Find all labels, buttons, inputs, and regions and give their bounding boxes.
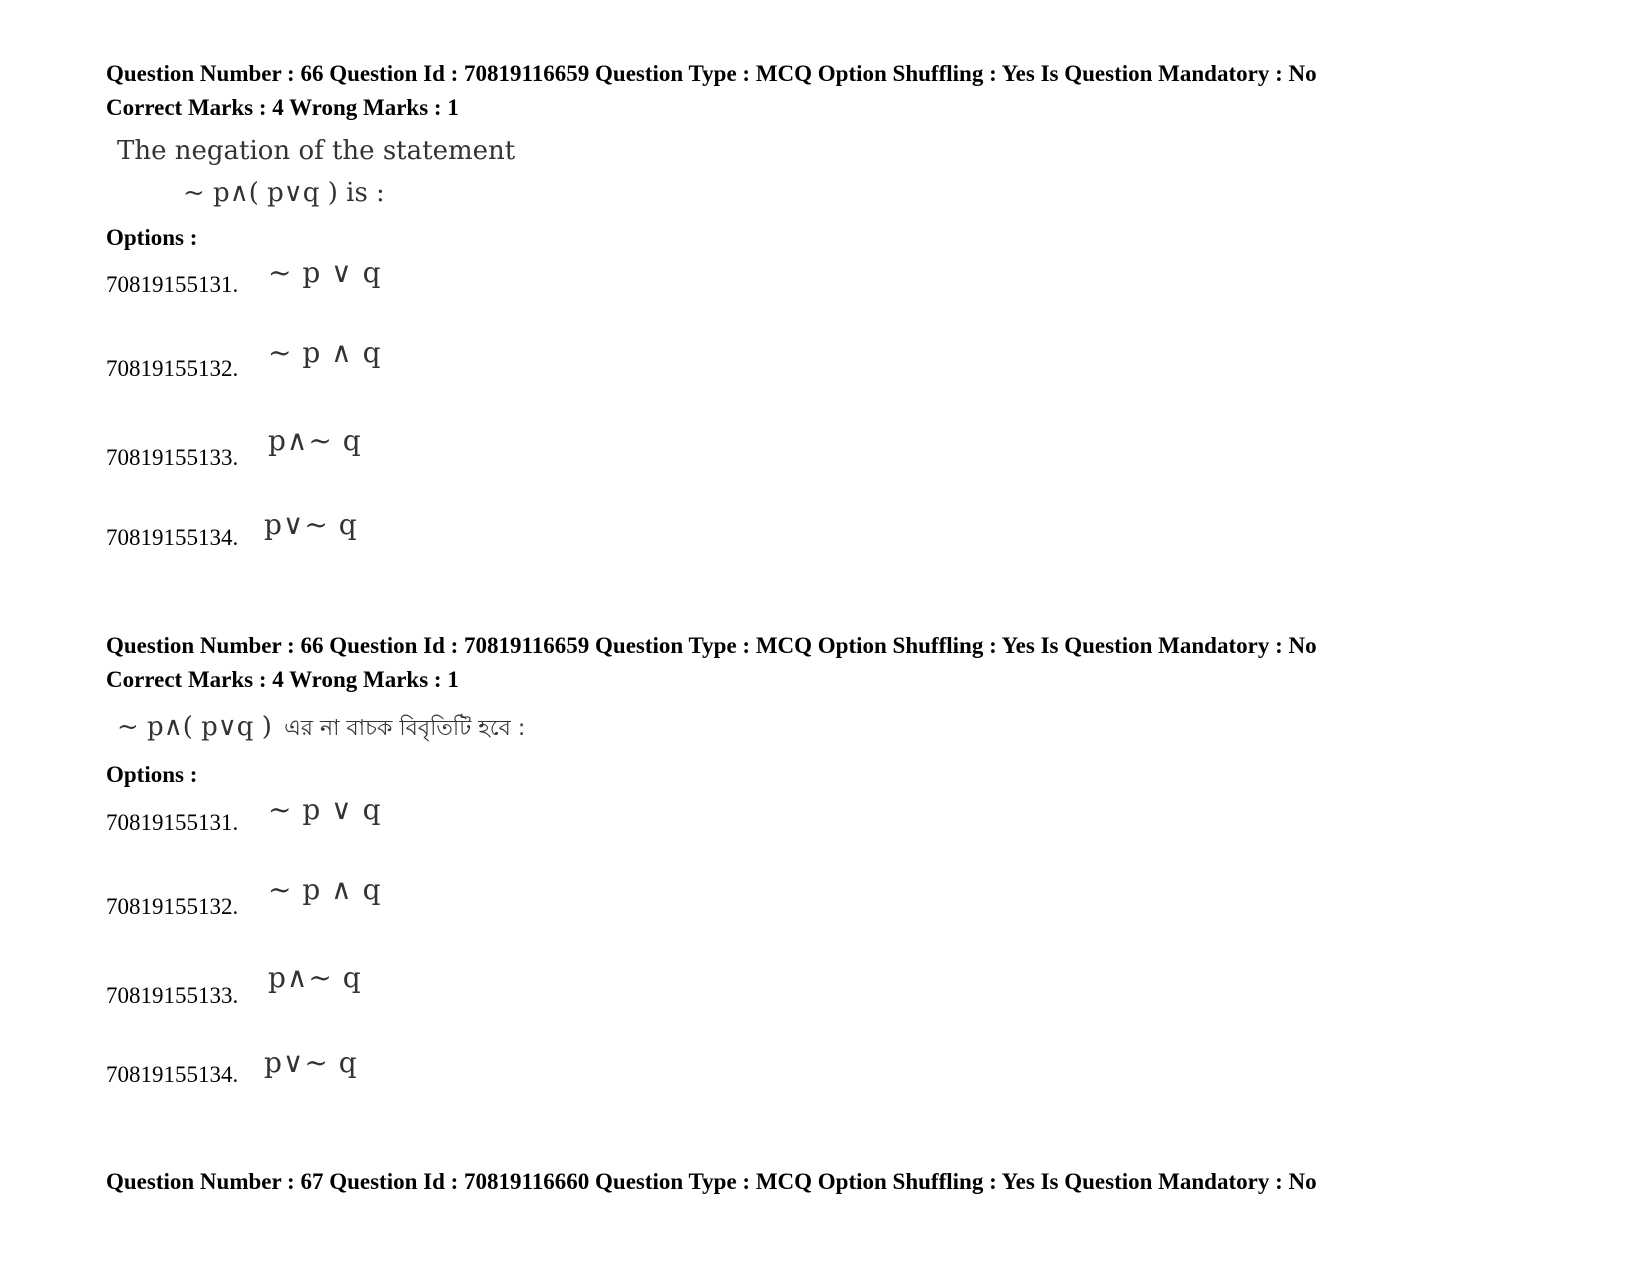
option-expression: p∧~ q: [268, 961, 362, 994]
option-number: 70819155133.: [106, 445, 239, 470]
option-expression: ~ p ∨ q: [268, 256, 382, 289]
question-stem-line1: The negation of the statement: [117, 136, 516, 166]
option-number: 70819155134.: [106, 525, 239, 550]
option-expression: p∧~ q: [268, 424, 362, 457]
question-stem-expression: ~ p∧( p∨q ): [117, 712, 272, 742]
question-header: Question Number : 66 Question Id : 70819116659 Question Type : MCQ Option Shuffling : Yes Is Question Mandatory : No: [106, 633, 1317, 658]
option-expression: ~ p ∧ q: [268, 873, 382, 906]
option-number: 70819155132.: [106, 356, 239, 381]
options-label: Options :: [106, 762, 198, 787]
options-label: Options :: [106, 225, 198, 250]
option-number: 70819155134.: [106, 1062, 239, 1087]
question-header: Question Number : 66 Question Id : 70819116659 Question Type : MCQ Option Shuffling : Yes Is Question Mandatory : No: [106, 61, 1317, 86]
option-expression: ~ p ∧ q: [268, 336, 382, 369]
option-number: 70819155133.: [106, 983, 239, 1008]
option-expression: ~ p ∨ q: [268, 793, 382, 826]
option-number: 70819155132.: [106, 894, 239, 919]
question-stem-text: এর না বাচক বিবৃতিটি হবে :: [284, 716, 526, 741]
option-number: 70819155131.: [106, 810, 239, 835]
question-stem-line2: ~ p∧( p∨q ) is :: [183, 178, 385, 208]
question-stem: [117, 711, 525, 748]
marks-line: Correct Marks : 4 Wrong Marks : 1: [106, 95, 459, 120]
marks-line: Correct Marks : 4 Wrong Marks : 1: [106, 667, 459, 692]
option-number: 70819155131.: [106, 272, 239, 297]
option-expression: p∨~ q: [264, 1046, 358, 1079]
option-expression: p∨~ q: [264, 508, 358, 541]
question-header: Question Number : 67 Question Id : 70819116660 Question Type : MCQ Option Shuffling : Yes Is Question Mandatory : No: [106, 1169, 1317, 1194]
